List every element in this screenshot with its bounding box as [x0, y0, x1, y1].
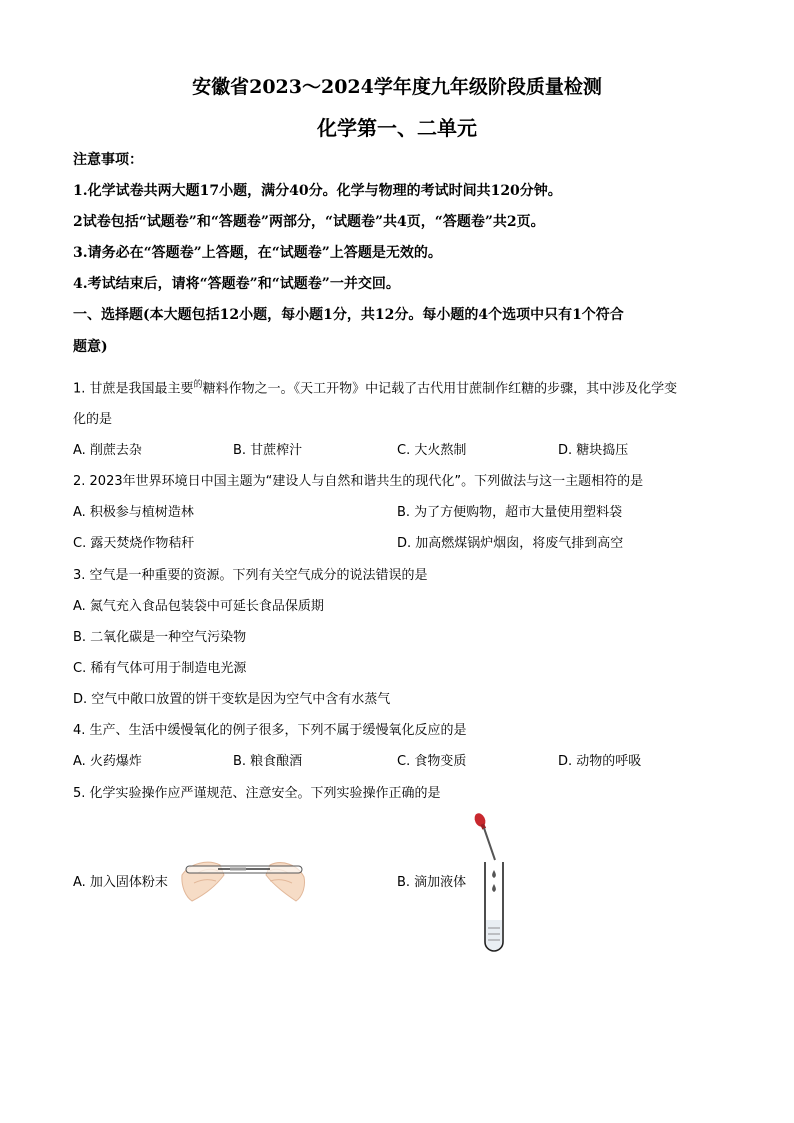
notice-item: 1.化学试卷共两大题17小题，满分40分。化学与物理的考试时间共120分钟。 — [73, 183, 562, 199]
question-1-mark: 的 — [193, 380, 203, 390]
question-2-stem: 2. 2023年世界环境日中国主题为“建设人与自然和谐共生的现代化”。下列做法与这一主题相符的是 — [73, 474, 644, 489]
question-5-option-b: B. 滴加液体 — [397, 875, 467, 890]
notice-heading: 注意事项： — [73, 152, 143, 168]
question-2-option-b: B. 为了方便购物，超市大量使用塑料袋 — [397, 505, 623, 520]
question-3-option-a: A. 氮气充入食品包装袋中可延长食品保质期 — [73, 599, 324, 614]
notice-item: 3.请务必在“答题卷”上答题，在“试题卷”上答题是无效的。 — [73, 245, 442, 261]
question-1-option-a: A. 削蔗去杂 — [73, 443, 142, 458]
add-powder-illustration — [178, 853, 308, 911]
question-1-stem-part: 1. 甘蔗是我国最主要 — [73, 381, 194, 397]
question-1-stem-part: 糖料作物之一。《天工开物》中记载了古代用甘蔗制作红糖的步骤，其中涉及化学变 — [202, 381, 678, 397]
question-4-option-d: D. 动物的呼吸 — [558, 754, 642, 769]
question-1-stem-cont: 化的是 — [73, 412, 113, 427]
question-1-option-d: D. 糖块捣压 — [558, 443, 629, 458]
notice-item: 4.考试结束后，请将“答题卷”和“试题卷”一并交回。 — [73, 276, 400, 292]
question-4-option-c: C. 食物变质 — [397, 754, 467, 769]
section-heading-cont: 题意) — [73, 339, 108, 355]
notice-item: 2试卷包括“试题卷”和“答题卷”两部分，“试题卷”共4页，“答题卷”共2页。 — [73, 214, 545, 230]
page-subtitle: 化学第一、二单元 — [317, 116, 477, 140]
question-3-option-d: D. 空气中敞口放置的饼干变软是因为空气中含有水蒸气 — [73, 692, 391, 707]
question-1-option-b: B. 甘蔗榨汁 — [233, 443, 303, 458]
page-title: 安徽省2023～2024学年度九年级阶段质量检测 — [192, 76, 602, 98]
question-1-stem — [73, 375, 677, 399]
question-1-option-c: C. 大火熬制 — [397, 443, 467, 458]
question-4-option-a: A. 火药爆炸 — [73, 754, 142, 769]
question-2-option-c: C. 露天焚烧作物秸秆 — [73, 536, 195, 551]
question-5-stem: 5. 化学实验操作应严谨规范、注意安全。下列实验操作正确的是 — [73, 786, 441, 801]
question-4-option-b: B. 粮食酿酒 — [233, 754, 303, 769]
question-2-option-d: D. 加高燃煤锅炉烟囱，将废气排到高空 — [397, 536, 624, 551]
question-3-stem: 3. 空气是一种重要的资源。下列有关空气成分的说法错误的是 — [73, 568, 428, 583]
question-4-stem: 4. 生产、生活中缓慢氧化的例子很多，下列不属于缓慢氧化反应的是 — [73, 723, 467, 738]
question-3-option-c: C. 稀有气体可用于制造电光源 — [73, 661, 247, 676]
question-2-option-a: A. 积极参与植树造林 — [73, 505, 194, 520]
section-heading: 一、选择题(本大题包括12小题，每小题1分，共12分。每小题的4个选项中只有1个符合 — [73, 307, 624, 323]
drop-liquid-illustration — [468, 810, 518, 955]
question-3-option-b: B. 二氧化碳是一种空气污染物 — [73, 630, 247, 645]
question-5-option-a: A. 加入固体粉末 — [73, 875, 168, 890]
